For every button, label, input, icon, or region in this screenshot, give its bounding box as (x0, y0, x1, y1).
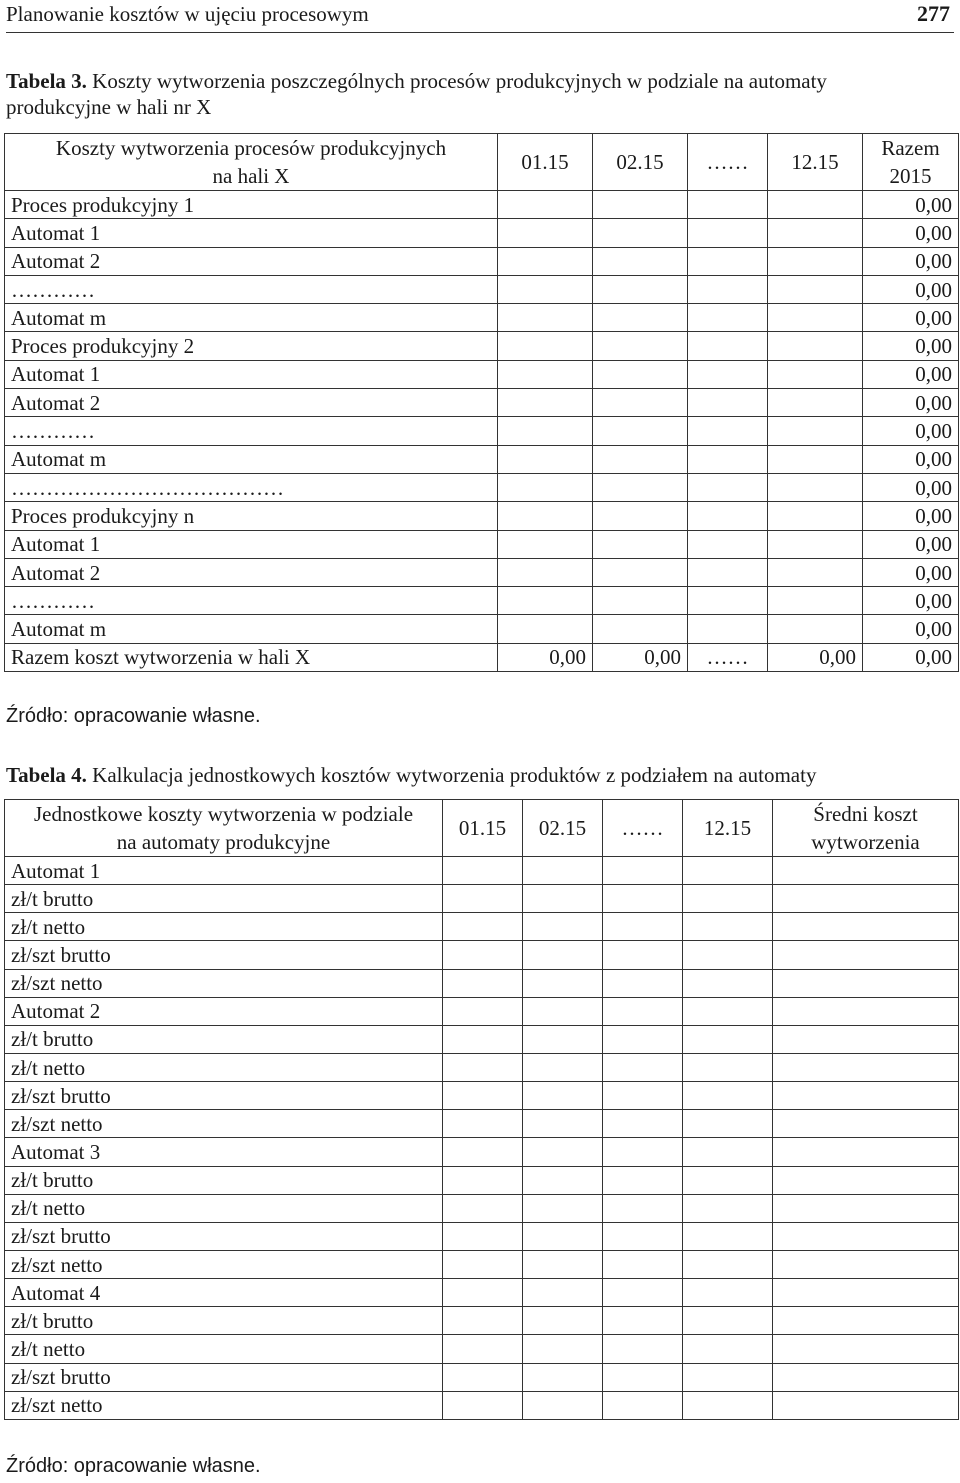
cell-col2 (523, 1138, 603, 1166)
total-row-label: Razem koszt wytworzenia w hali X (5, 643, 498, 671)
cell-col3 (603, 885, 683, 913)
cell-avg (773, 1082, 959, 1110)
cell-avg (773, 1391, 959, 1419)
table-row (5, 1363, 959, 1391)
cell-avg (773, 1053, 959, 1081)
cell-avg (773, 1138, 959, 1166)
table-row (5, 587, 959, 615)
row-label: zł/t brutto (5, 1307, 443, 1335)
row-total: 0,00 (863, 445, 959, 473)
row-total: 0,00 (863, 191, 959, 219)
table-row (5, 1307, 959, 1335)
cell-col4 (683, 941, 773, 969)
table4-header-avg (773, 800, 959, 857)
row-label: ………… (5, 417, 498, 445)
cell-col4 (683, 1138, 773, 1166)
row-label: zł/t brutto (5, 1025, 443, 1053)
page-number: 277 (917, 1, 950, 26)
cell-col3 (688, 417, 768, 445)
row-label: Automat m (5, 445, 498, 473)
table-row (5, 1138, 959, 1166)
cell-col2 (523, 1307, 603, 1335)
table3-caption-label: Tabela 3. (6, 69, 87, 93)
row-total: 0,00 (863, 558, 959, 586)
cell-avg (773, 1110, 959, 1138)
cell-col2 (593, 445, 688, 473)
cell-col1 (443, 1053, 523, 1081)
cell-avg (773, 1166, 959, 1194)
cell-col1 (443, 969, 523, 997)
row-label: Automat 1 (5, 219, 498, 247)
row-total: 0,00 (863, 530, 959, 558)
table-row (5, 885, 959, 913)
table-row (5, 275, 959, 303)
running-header (6, 0, 954, 33)
cell-col2 (593, 219, 688, 247)
table4-header-col2: 02.15 (523, 800, 603, 857)
cell-col3 (603, 1363, 683, 1391)
row-label: Automat 1 (5, 857, 443, 885)
table4-caption-label: Tabela 4. (6, 763, 87, 787)
total-row-col4: 0,00 (768, 643, 863, 671)
cell-col2 (523, 1025, 603, 1053)
cell-col3 (688, 360, 768, 388)
table3-header-col4: 12.15 (768, 134, 863, 191)
row-label: zł/t brutto (5, 885, 443, 913)
row-label: zł/szt brutto (5, 1082, 443, 1110)
cell-col3 (603, 1110, 683, 1138)
cell-col1 (498, 445, 593, 473)
row-total: 0,00 (863, 332, 959, 360)
table4-header-col4: 12.15 (683, 800, 773, 857)
row-label: zł/szt netto (5, 1250, 443, 1278)
row-total: 0,00 (863, 615, 959, 643)
row-label: zł/t netto (5, 1194, 443, 1222)
cell-col4 (768, 417, 863, 445)
cell-col4 (768, 530, 863, 558)
cell-col1 (498, 191, 593, 219)
table4-source: Źródło: opracowanie własne. (6, 1455, 261, 1477)
table-row (5, 558, 959, 586)
cell-col3 (688, 332, 768, 360)
table4-header-avg-line2: wytworzenia (811, 830, 920, 854)
table3-header-total-line2: 2015 (889, 164, 932, 188)
cell-col1 (443, 1025, 523, 1053)
cell-col1 (498, 275, 593, 303)
cell-col3 (603, 1138, 683, 1166)
table-row (5, 1279, 959, 1307)
cell-col2 (523, 1335, 603, 1363)
cell-col3 (688, 247, 768, 275)
cell-col4 (683, 1222, 773, 1250)
cell-col1 (498, 417, 593, 445)
row-total: 0,00 (863, 473, 959, 501)
cell-col3 (688, 473, 768, 501)
table-row (5, 1166, 959, 1194)
cell-col4 (683, 1307, 773, 1335)
table-row (5, 1391, 959, 1419)
cell-col4 (683, 1194, 773, 1222)
table-row (5, 247, 959, 275)
table3-header-label-line2: na hali X (212, 164, 290, 188)
cell-col3 (603, 913, 683, 941)
cell-col2 (593, 558, 688, 586)
cell-col3 (603, 1025, 683, 1053)
cell-col3 (603, 969, 683, 997)
cell-col1 (443, 1166, 523, 1194)
cell-col4 (683, 857, 773, 885)
table4-header-label (5, 800, 443, 857)
table-row (5, 857, 959, 885)
table-row (5, 1082, 959, 1110)
cell-col1 (443, 857, 523, 885)
cell-col2 (523, 1222, 603, 1250)
row-label: Proces produkcyjny 1 (5, 191, 498, 219)
cell-col1 (443, 941, 523, 969)
cell-col1 (498, 332, 593, 360)
cell-col4 (683, 913, 773, 941)
cell-col4 (683, 1025, 773, 1053)
cell-col1 (498, 615, 593, 643)
table3-header-total-line1: Razem (881, 136, 940, 160)
cell-col4 (768, 502, 863, 530)
cell-col3 (688, 304, 768, 332)
row-label: Automat 1 (5, 530, 498, 558)
cell-col2 (523, 1194, 603, 1222)
cell-col4 (683, 1166, 773, 1194)
cell-col3 (688, 530, 768, 558)
table-row (5, 1053, 959, 1081)
cell-col2 (593, 275, 688, 303)
table4 (4, 799, 959, 1420)
table3-caption-text: Koszty wytworzenia poszczególnych procesów produkcyjnych w podziale na automaty produkcyjne w hali nr X (6, 69, 827, 119)
cell-col1 (498, 389, 593, 417)
cell-col3 (688, 587, 768, 615)
cell-col2 (593, 247, 688, 275)
cell-col3 (603, 1335, 683, 1363)
table-row (5, 913, 959, 941)
row-label: zł/szt netto (5, 1110, 443, 1138)
cell-avg (773, 969, 959, 997)
cell-col2 (593, 332, 688, 360)
total-row-col1: 0,00 (498, 643, 593, 671)
cell-col2 (593, 304, 688, 332)
cell-avg (773, 1279, 959, 1307)
table-row (5, 1194, 959, 1222)
table4-header-col3: …… (603, 800, 683, 857)
row-label: Proces produkcyjny 2 (5, 332, 498, 360)
cell-col3 (688, 502, 768, 530)
cell-col2 (523, 969, 603, 997)
cell-col3 (603, 1279, 683, 1307)
cell-col4 (768, 275, 863, 303)
cell-col1 (443, 1082, 523, 1110)
row-total: 0,00 (863, 360, 959, 388)
header-title: Planowanie kosztów w ujęciu procesowym (6, 2, 369, 26)
cell-col1 (443, 1363, 523, 1391)
row-total: 0,00 (863, 417, 959, 445)
table4-header-row (5, 800, 959, 857)
row-label: zł/szt brutto (5, 1222, 443, 1250)
cell-col3 (603, 1222, 683, 1250)
cell-col1 (498, 558, 593, 586)
table-row (5, 304, 959, 332)
cell-col1 (443, 1222, 523, 1250)
table4-caption (6, 762, 936, 788)
cell-col2 (523, 1391, 603, 1419)
cell-avg (773, 1363, 959, 1391)
table-row (5, 997, 959, 1025)
cell-col3 (603, 1082, 683, 1110)
row-label: Automat 2 (5, 389, 498, 417)
table4-header-avg-line1: Średni koszt (813, 802, 918, 826)
table-row (5, 969, 959, 997)
cell-col3 (603, 1194, 683, 1222)
row-label: zł/szt brutto (5, 1363, 443, 1391)
cell-col2 (593, 530, 688, 558)
cell-col1 (443, 997, 523, 1025)
cell-col3 (603, 1250, 683, 1278)
table3-header-label-line1: Koszty wytworzenia procesów produkcyjnych (55, 136, 447, 160)
cell-col1 (443, 1335, 523, 1363)
total-row-total: 0,00 (863, 643, 959, 671)
cell-col1 (443, 913, 523, 941)
cell-col2 (593, 473, 688, 501)
cell-col4 (683, 1053, 773, 1081)
cell-avg (773, 885, 959, 913)
cell-col4 (683, 1279, 773, 1307)
row-label: Automat 2 (5, 247, 498, 275)
row-label: Automat 4 (5, 1279, 443, 1307)
cell-col2 (593, 191, 688, 219)
cell-col3 (603, 1166, 683, 1194)
cell-col2 (523, 913, 603, 941)
cell-col2 (593, 389, 688, 417)
table-row (5, 941, 959, 969)
row-label: Automat 2 (5, 997, 443, 1025)
cell-col1 (443, 1110, 523, 1138)
cell-col4 (683, 1110, 773, 1138)
row-total: 0,00 (863, 275, 959, 303)
total-row-col3: …… (688, 643, 768, 671)
row-label: zł/t netto (5, 1053, 443, 1081)
row-label: ………………………………… (5, 473, 498, 501)
table-row (5, 473, 959, 501)
table3-header-col2: 02.15 (593, 134, 688, 191)
row-label: zł/t netto (5, 1335, 443, 1363)
cell-col1 (498, 219, 593, 247)
cell-col3 (603, 941, 683, 969)
table3-header-row (5, 134, 959, 191)
table-row (5, 1025, 959, 1053)
row-label: Automat 3 (5, 1138, 443, 1166)
cell-col1 (443, 1391, 523, 1419)
table3-caption (6, 68, 936, 120)
cell-col1 (443, 1250, 523, 1278)
cell-col3 (688, 219, 768, 247)
cell-col3 (603, 1391, 683, 1419)
table-row (5, 1222, 959, 1250)
table-row (5, 191, 959, 219)
row-total: 0,00 (863, 304, 959, 332)
table3-source: Źródło: opracowanie własne. (6, 705, 261, 727)
cell-col4 (768, 332, 863, 360)
total-row-col2: 0,00 (593, 643, 688, 671)
cell-avg (773, 1025, 959, 1053)
cell-col1 (498, 502, 593, 530)
cell-col2 (523, 1166, 603, 1194)
cell-col1 (498, 587, 593, 615)
cell-col4 (768, 473, 863, 501)
table3-header-total (863, 134, 959, 191)
cell-col4 (768, 587, 863, 615)
cell-col1 (443, 1279, 523, 1307)
table-row (5, 1335, 959, 1363)
table-row (5, 530, 959, 558)
table-row (5, 615, 959, 643)
cell-col1 (498, 473, 593, 501)
cell-col4 (683, 1335, 773, 1363)
row-label: zł/szt netto (5, 969, 443, 997)
cell-col2 (593, 502, 688, 530)
cell-col4 (768, 191, 863, 219)
row-total: 0,00 (863, 587, 959, 615)
row-label: Automat m (5, 304, 498, 332)
cell-col3 (688, 389, 768, 417)
cell-col2 (593, 417, 688, 445)
cell-col1 (443, 1307, 523, 1335)
cell-col3 (603, 1307, 683, 1335)
table-row (5, 502, 959, 530)
cell-col3 (603, 1053, 683, 1081)
table-row (5, 389, 959, 417)
cell-avg (773, 1307, 959, 1335)
cell-col4 (768, 615, 863, 643)
row-label: zł/szt brutto (5, 941, 443, 969)
cell-avg (773, 1250, 959, 1278)
cell-col2 (523, 941, 603, 969)
cell-col3 (603, 857, 683, 885)
table-row (5, 1250, 959, 1278)
cell-col1 (443, 1194, 523, 1222)
row-total: 0,00 (863, 389, 959, 417)
cell-col2 (593, 360, 688, 388)
cell-avg (773, 1194, 959, 1222)
cell-col4 (768, 247, 863, 275)
table4-header-col1: 01.15 (443, 800, 523, 857)
table-row (5, 417, 959, 445)
cell-col2 (523, 1053, 603, 1081)
cell-col3 (688, 558, 768, 586)
cell-col2 (523, 1110, 603, 1138)
cell-col3 (688, 275, 768, 303)
table-row (5, 445, 959, 473)
cell-avg (773, 941, 959, 969)
row-label: zł/t netto (5, 913, 443, 941)
cell-col1 (498, 360, 593, 388)
table4-header-label-line1: Jednostkowe koszty wytworzenia w podziale (33, 802, 414, 826)
row-label: Automat m (5, 615, 498, 643)
table-row (5, 332, 959, 360)
row-total: 0,00 (863, 502, 959, 530)
table3-header-col3: …… (688, 134, 768, 191)
cell-col2 (523, 1363, 603, 1391)
row-label: Automat 1 (5, 360, 498, 388)
cell-col1 (443, 1138, 523, 1166)
table3 (4, 133, 959, 672)
cell-col4 (683, 1250, 773, 1278)
cell-avg (773, 1222, 959, 1250)
row-label: zł/t brutto (5, 1166, 443, 1194)
cell-col3 (688, 615, 768, 643)
cell-avg (773, 1335, 959, 1363)
cell-col2 (523, 1082, 603, 1110)
cell-col4 (683, 997, 773, 1025)
cell-col3 (688, 191, 768, 219)
table4-header-label-line2: na automaty produkcyjne (116, 830, 331, 854)
table-row (5, 219, 959, 247)
row-total: 0,00 (863, 219, 959, 247)
cell-col4 (683, 1363, 773, 1391)
cell-col2 (593, 615, 688, 643)
cell-col4 (768, 558, 863, 586)
cell-col2 (523, 885, 603, 913)
cell-col2 (523, 1279, 603, 1307)
cell-col4 (768, 304, 863, 332)
table3-header-col1: 01.15 (498, 134, 593, 191)
cell-col2 (593, 587, 688, 615)
cell-avg (773, 913, 959, 941)
table-row (5, 360, 959, 388)
cell-col1 (443, 885, 523, 913)
cell-col3 (688, 445, 768, 473)
cell-col4 (683, 969, 773, 997)
cell-col1 (498, 530, 593, 558)
cell-col2 (523, 857, 603, 885)
row-label: zł/szt netto (5, 1391, 443, 1419)
cell-col1 (498, 247, 593, 275)
cell-col4 (683, 885, 773, 913)
cell-col4 (768, 445, 863, 473)
table3-total-row (5, 643, 959, 671)
cell-col1 (498, 304, 593, 332)
cell-avg (773, 857, 959, 885)
row-label: ………… (5, 275, 498, 303)
cell-col4 (768, 360, 863, 388)
row-label: Proces produkcyjny n (5, 502, 498, 530)
cell-col3 (603, 997, 683, 1025)
cell-col2 (523, 1250, 603, 1278)
cell-col4 (768, 389, 863, 417)
row-label: ………… (5, 587, 498, 615)
cell-col2 (523, 997, 603, 1025)
table3-header-label (5, 134, 498, 191)
row-total: 0,00 (863, 247, 959, 275)
cell-avg (773, 997, 959, 1025)
row-label: Automat 2 (5, 558, 498, 586)
cell-col4 (683, 1082, 773, 1110)
table-row (5, 1110, 959, 1138)
table4-caption-text: Kalkulacja jednostkowych kosztów wytworzenia produktów z podziałem na automaty (86, 763, 817, 787)
cell-col4 (683, 1391, 773, 1419)
cell-col4 (768, 219, 863, 247)
